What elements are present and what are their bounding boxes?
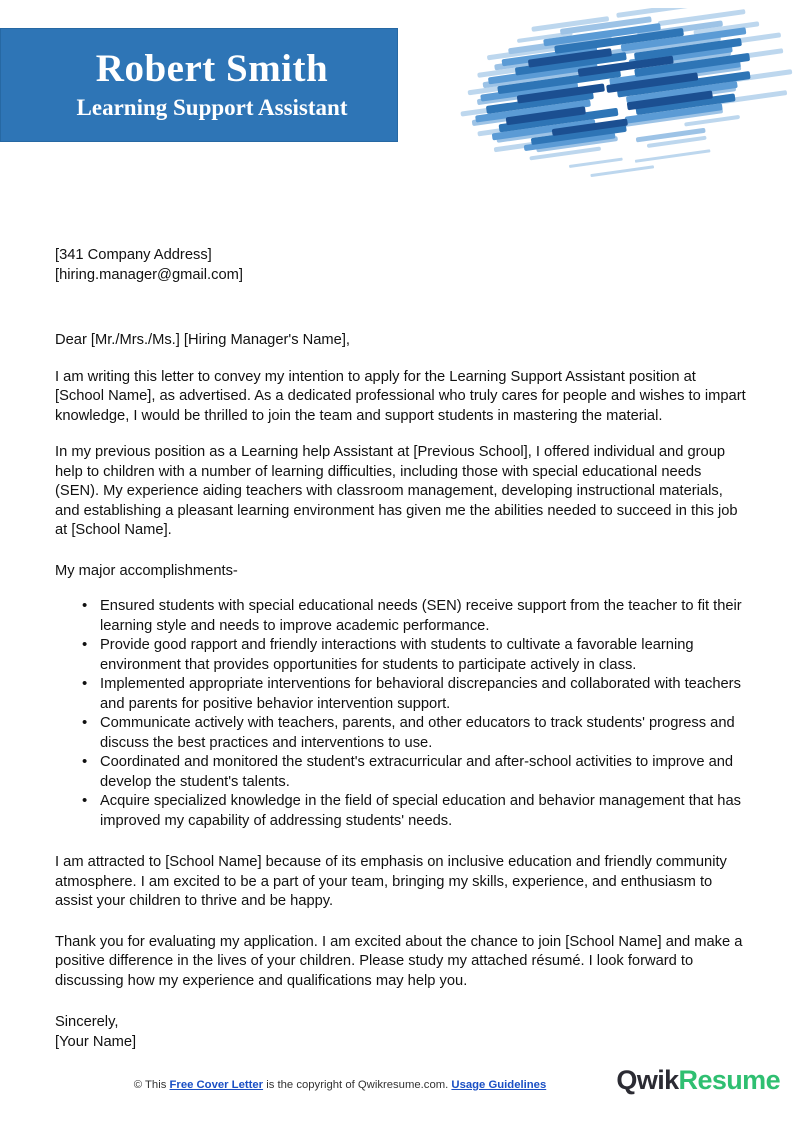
recipient-email: [hiring.manager@gmail.com]: [55, 266, 243, 283]
logo-text-resume: Resume: [678, 1065, 780, 1095]
list-item: • Coordinated and monitored the student's extracurricular and after-school activities to improve and develop the student's talents.: [55, 753, 747, 792]
accomplishments-list: [55, 597, 747, 831]
copyright-prefix: © This: [133, 1079, 170, 1091]
signature-block: [55, 1013, 747, 1052]
logo-text-qwik: Qwik: [616, 1065, 679, 1095]
paragraph-intro: I am writing this letter to convey my intention to apply for the Learning Support Assistant position at [School Name], as advertised. As a dedicated professional who truly cares for people and wishes to impart knowledge, I would be thrilled to join the team and support students in mastering the material.: [55, 368, 746, 424]
applicant-name: Robert Smith: [95, 47, 329, 91]
accomplishments-heading: My major accomplishments-: [55, 562, 238, 579]
usage-guidelines-link[interactable]: Usage Guidelines: [451, 1079, 547, 1091]
signoff-text: Sincerely,: [55, 1014, 119, 1030]
list-item: • Acquire specialized knowledge in the field of special education and behavior management that has improved my capability of addressing students' needs.: [55, 792, 747, 831]
letter-body: [55, 246, 747, 1052]
paragraph-motivation: I am attracted to [School Name] because of its emphasis on inclusive education and friendly community atmosphere. I am excited to be a part of your team, bringing my skills, experience, and enthusiasm to assist your children to thrive and be happy.: [55, 854, 727, 909]
document-header: [0, 0, 800, 200]
free-cover-letter-link[interactable]: Free Cover Letter: [169, 1079, 264, 1091]
list-item: • Communicate actively with teachers, parents, and other educators to track students' progress and discuss the best practices and interventions to use.: [55, 714, 747, 753]
document-footer: [0, 1059, 800, 1131]
blue-stripes-graphic: [430, 8, 800, 188]
copyright-middle: is the copyright of Qwikresume.com.: [263, 1079, 452, 1091]
signature-name: [Your Name]: [55, 1033, 137, 1050]
recipient-address: [341 Company Address]: [55, 247, 212, 263]
applicant-job-title: Learning Support Assistant: [76, 95, 348, 121]
list-item: • Ensured students with special educational needs (SEN) receive support from the teacher to fit their learning style and needs to improve academic performance.: [55, 597, 747, 636]
name-banner: [0, 28, 398, 142]
salutation: Dear [Mr./Mrs./Ms.] [Hiring Manager's Name],: [55, 332, 350, 348]
paragraph-experience: In my previous position as a Learning help Assistant at [Previous School], I offered individual and group help to children with a number of learning difficulties, including those with special educational needs (SEN). My experience aiding teachers with classroom management, developing instructional materials, and establishing a pleasant learning environment has given me the abilities needed to succeed in this job at [School Name].: [55, 444, 738, 538]
list-item: • Provide good rapport and friendly interactions with students to cultivate a favorable learning environment that provides opportunities for students to participate actively in class.: [55, 636, 747, 675]
qwikresume-logo[interactable]: [616, 1065, 780, 1096]
list-item: • Implemented appropriate interventions for behavioral discrepancies and collaborated with teachers and parents for positive behavior intervention support.: [55, 675, 747, 714]
paragraph-thanks: Thank you for evaluating my application. I am excited about the chance to join [School Name] and make a positive difference in the lives of your children. Please study my attached résumé. I look forward to discussing how my experience and qualifications may help you.: [55, 933, 743, 989]
recipient-address-block: [55, 246, 747, 285]
